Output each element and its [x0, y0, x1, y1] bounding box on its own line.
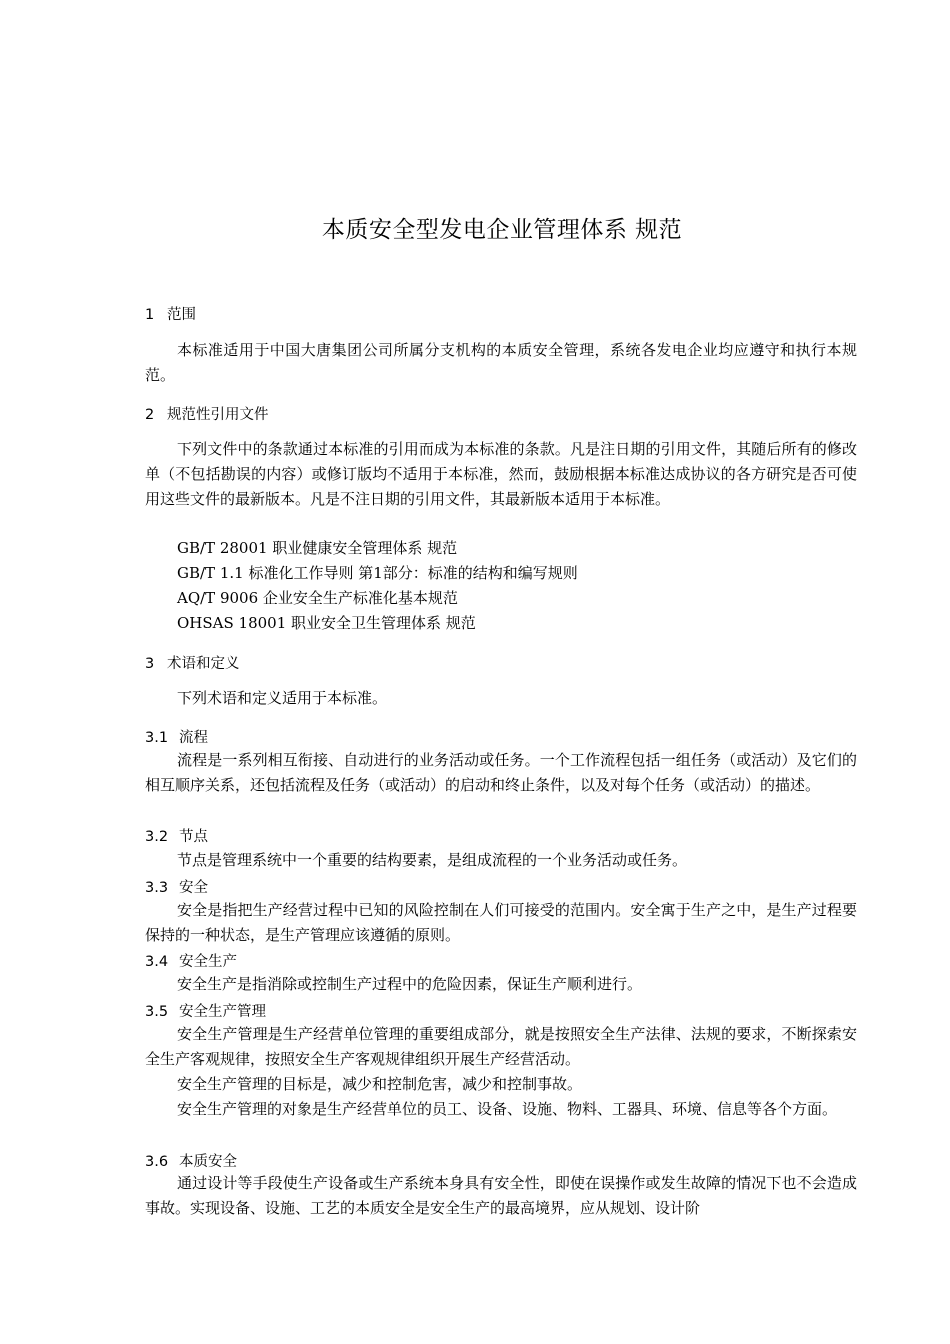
subsection-number: 3.3: [145, 880, 169, 896]
document-title: 本质安全型发电企业管理体系 规范: [321, 217, 683, 243]
paragraph: 安全生产是指消除或控制生产过程中的危险因素，保证生产顺利进行。: [177, 975, 643, 993]
subsection-number: 3.4: [145, 954, 169, 970]
paragraph: 下列术语和定义适用于本标准。: [177, 689, 388, 707]
paragraph: 节点是管理系统中一个重要的结构要素，是组成流程的一个业务活动或任务。: [177, 851, 688, 869]
subsection-heading-node: [145, 825, 208, 846]
subsection-heading-safe-production: [145, 950, 237, 971]
paragraph: 安全是指把生产经营过程中已知的风险控制在人们可接受的范围内。安全寓于生产之中，是生产过程要保持的一种状态，是生产管理应该遵循的原则。: [145, 901, 857, 944]
reference-item: GB/T 28001 职业健康安全管理体系 规范: [177, 539, 458, 557]
paragraph: 安全生产管理的目标是，减少和控制危害，减少和控制事故。: [177, 1075, 583, 1093]
subsection-number: 3.6: [145, 1154, 169, 1170]
section-title: 术语和定义: [167, 656, 240, 672]
section-heading-normative-references: [145, 403, 269, 424]
subsection-title: 安全生产管理: [179, 1004, 266, 1020]
paragraph: 安全生产管理的对象是生产经营单位的员工、设备、设施、物料、工器具、环境、信息等各个方面。: [177, 1100, 838, 1118]
subsection-title: 安全: [179, 880, 208, 896]
reference-item: OHSAS 18001 职业安全卫生管理体系 规范: [177, 614, 476, 632]
subsection-heading-safety: [145, 876, 208, 897]
subsection-number: 3.2: [145, 829, 169, 845]
subsection-title: 节点: [179, 829, 208, 845]
section-heading-terms: [145, 652, 240, 673]
section-number: 2: [145, 407, 155, 423]
section-number: 3: [145, 656, 155, 672]
subsection-title: 本质安全: [179, 1154, 237, 1170]
paragraph: 本标准适用于中国大唐集团公司所属分支机构的本质安全管理，系统各发电企业均应遵守和执行本规范。: [145, 341, 857, 384]
paragraph: 流程是一系列相互衔接、自动进行的业务活动或任务。一个工作流程包括一组任务（或活动）及它们的相互顺序关系，还包括流程及任务（或活动）的启动和终止条件，以及对每个任务（或活动）的描述。: [145, 751, 857, 794]
reference-item: GB/T 1.1 标准化工作导则 第1部分：标准的结构和编写规则: [177, 564, 578, 582]
paragraph: 通过设计等手段使生产设备或生产系统本身具有安全性，即使在误操作或发生故障的情况下也不会造成事故。实现设备、设施、工艺的本质安全是安全生产的最高境界，应从规划、设计阶: [145, 1174, 857, 1217]
section-heading-scope: [145, 303, 196, 324]
subsection-number: 3.1: [145, 730, 169, 746]
section-title: 规范性引用文件: [167, 407, 269, 423]
section-number: 1: [145, 307, 155, 323]
paragraph: 安全生产管理是生产经营单位管理的重要组成部分，就是按照安全生产法律、法规的要求，不断探索安全生产客观规律，按照安全生产客观规律组织开展生产经营活动。: [145, 1025, 857, 1068]
subsection-heading-process: [145, 726, 208, 747]
subsection-heading-safety-management: [145, 1000, 266, 1021]
subsection-heading-intrinsic-safety: [145, 1150, 237, 1171]
subsection-title: 流程: [179, 730, 208, 746]
subsection-title: 安全生产: [179, 954, 237, 970]
paragraph: 下列文件中的条款通过本标准的引用而成为本标准的条款。凡是注日期的引用文件，其随后所有的修改单（不包括勘误的内容）或修订版均不适用于本标准，然而，鼓励根据本标准达成协议的各方研究是否可使用这些文件的最新版本。凡是不注日期的引用文件，其最新版本适用于本标准。: [145, 440, 857, 508]
subsection-number: 3.5: [145, 1004, 169, 1020]
section-title: 范围: [167, 307, 196, 323]
reference-item: AQ/T 9006 企业安全生产标准化基本规范: [177, 589, 458, 607]
